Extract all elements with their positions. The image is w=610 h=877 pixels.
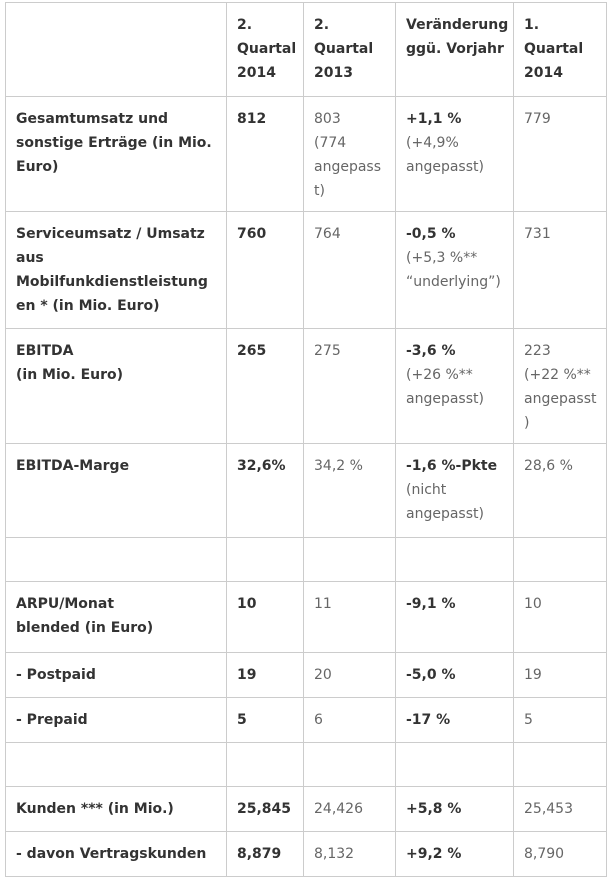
cell-q2-2014: 760 [227, 212, 304, 329]
results-table [5, 2, 607, 877]
cell-q1-2014: 8,790 [514, 832, 607, 877]
cell-q2-2014: 10 [227, 582, 304, 653]
cell-q2-2013: 764 [304, 212, 396, 329]
cell-q1-2014: 28,6 % [514, 444, 607, 538]
cell-q1-2014: 731 [514, 212, 607, 329]
table-row [6, 97, 607, 212]
header-empty [6, 3, 227, 97]
table-row [6, 832, 607, 877]
table-row [6, 212, 607, 329]
cell-q2-2013: 803 (774 angepasst) [304, 97, 396, 212]
cell-q1-2014: 19 [514, 653, 607, 698]
cell-change: -1,6 %-Pkte (nicht angepasst) [396, 444, 514, 538]
cell-change: -5,0 % [396, 653, 514, 698]
empty-row [6, 743, 607, 787]
cell-q2-2013: 24,426 [304, 787, 396, 832]
cell-q2-2013: 275 [304, 329, 396, 444]
cell-q2-2014: 265 [227, 329, 304, 444]
table-row [6, 329, 607, 444]
cell-q1-2014: 223 (+22 %** angepasst) [514, 329, 607, 444]
cell-q2-2014: 19 [227, 653, 304, 698]
row-label: EBITDA-Marge [6, 444, 227, 538]
row-label: - Prepaid [6, 698, 227, 743]
cell-q1-2014: 10 [514, 582, 607, 653]
row-label: - davon Vertragskunden [6, 832, 227, 877]
cell-q2-2013: 11 [304, 582, 396, 653]
cell-change: -3,6 % (+26 %** angepasst) [396, 329, 514, 444]
header-q2-2013: 2. Quartal 2013 [304, 3, 396, 97]
cell-q2-2014: 32,6% [227, 444, 304, 538]
cell-q2-2013: 34,2 % [304, 444, 396, 538]
row-label: ARPU/Monat blended (in Euro) [6, 582, 227, 653]
header-q1-2014: 1. Quartal 2014 [514, 3, 607, 97]
empty-row [6, 538, 607, 582]
cell-q1-2014: 779 [514, 97, 607, 212]
header-q2-2014: 2. Quartal 2014 [227, 3, 304, 97]
cell-q2-2013: 20 [304, 653, 396, 698]
table-row [6, 582, 607, 653]
cell-change: +9,2 % [396, 832, 514, 877]
table-row [6, 444, 607, 538]
header-change: Veränderung ggü. Vorjahr [396, 3, 514, 97]
row-label: Kunden *** (in Mio.) [6, 787, 227, 832]
cell-q1-2014: 5 [514, 698, 607, 743]
cell-q2-2013: 6 [304, 698, 396, 743]
cell-change: -9,1 % [396, 582, 514, 653]
cell-change: +5,8 % [396, 787, 514, 832]
table-row [6, 787, 607, 832]
table-row [6, 653, 607, 698]
cell-change: +1,1 % (+4,9% angepasst) [396, 97, 514, 212]
cell-q2-2014: 25,845 [227, 787, 304, 832]
cell-q2-2014: 812 [227, 97, 304, 212]
table-row [6, 698, 607, 743]
row-label: Gesamtumsatz und sonstige Erträge (in Mio. Euro) [6, 97, 227, 212]
row-label: Serviceumsatz / Umsatz aus Mobilfunkdienstleistungen * (in Mio. Euro) [6, 212, 227, 329]
cell-change: -0,5 % (+5,3 %** “underlying”) [396, 212, 514, 329]
cell-q1-2014: 25,453 [514, 787, 607, 832]
cell-change: -17 % [396, 698, 514, 743]
cell-q2-2014: 5 [227, 698, 304, 743]
cell-q2-2014: 8,879 [227, 832, 304, 877]
header-row [6, 3, 607, 97]
row-label: - Postpaid [6, 653, 227, 698]
cell-q2-2013: 8,132 [304, 832, 396, 877]
row-label: EBITDA (in Mio. Euro) [6, 329, 227, 444]
